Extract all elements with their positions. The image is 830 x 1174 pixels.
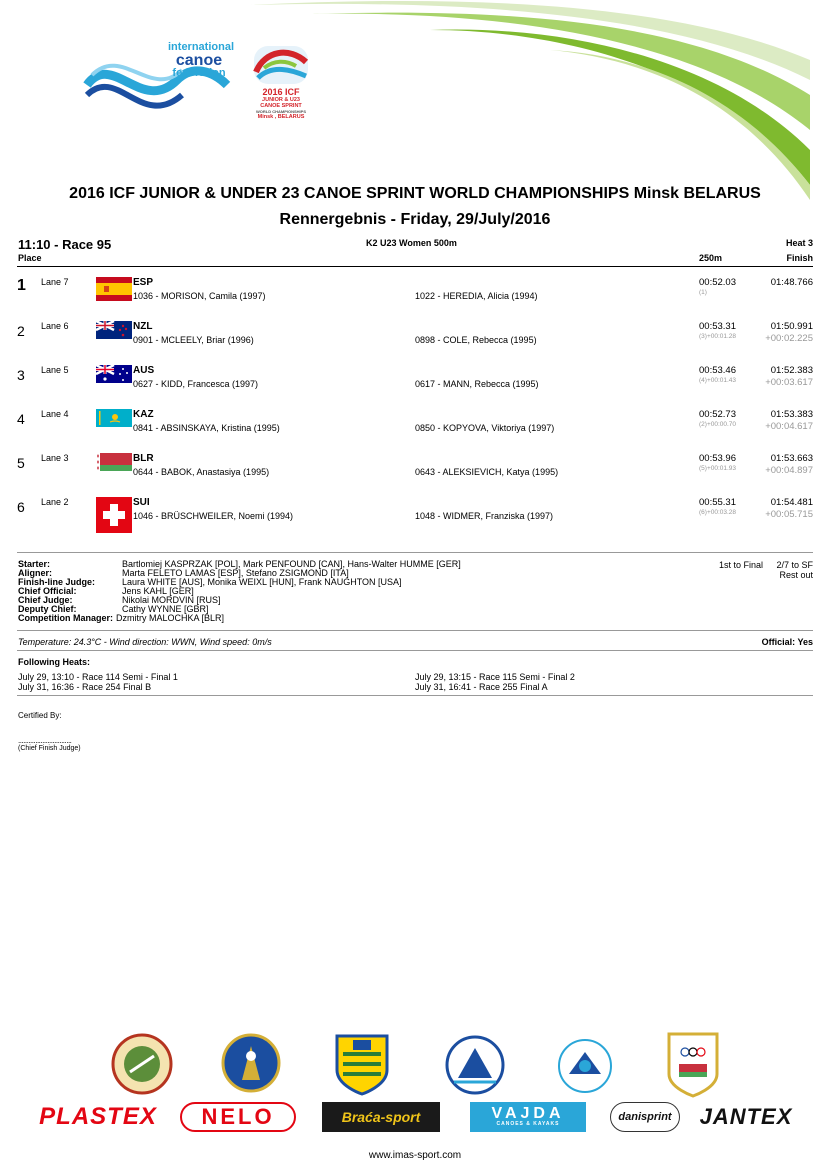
result-finish-time: 01:52.383 <box>770 365 813 376</box>
qualification-semifinal: 2/7 to SF <box>776 560 813 570</box>
result-behind: +00:05.715 <box>765 509 813 520</box>
header-swoosh-graphic <box>250 0 830 200</box>
result-place: 1 <box>17 277 26 294</box>
event-logo-line2: JUNIOR & U23 <box>262 97 300 103</box>
result-place: 2 <box>17 323 25 339</box>
sports-club-emblem-icon <box>110 1032 174 1096</box>
result-athlete-2: 0850 - KOPYOVA, Viktoriya (1997) <box>415 423 555 433</box>
result-row <box>0 453 830 497</box>
result-place: 3 <box>17 367 25 383</box>
qualification-rest: Rest out <box>779 570 813 580</box>
following-heats-title: Following Heats: <box>18 657 90 667</box>
result-split-time: 00:53.31 <box>699 321 736 332</box>
spain-flag-icon <box>96 277 132 301</box>
city-shield-emblem-icon <box>335 1030 389 1096</box>
header-divider <box>17 266 813 267</box>
switzerland-flag-icon <box>96 497 132 533</box>
event-logo-line5: Minsk , BELARUS <box>257 114 305 120</box>
official-deputy-chief: Deputy Chief: Cathy WYNNE [GBR] <box>18 604 209 614</box>
result-athlete-1: 0644 - BABOK, Anastasiya (1995) <box>133 467 270 477</box>
new-zealand-flag-icon <box>96 321 132 339</box>
qualification-final: 1st to Final <box>719 560 764 570</box>
official-aligner: Aligner: Marta FELETO LAMAS [ESP], Stefano ZSIGMOND [ITA] <box>18 568 349 578</box>
result-row <box>0 409 830 453</box>
ski-federation-emblem-icon <box>555 1036 615 1096</box>
result-athlete-2: 1022 - HEREDIA, Alicia (1994) <box>415 291 538 301</box>
result-lane: Lane 4 <box>41 409 69 419</box>
official-competition-manager: Competition Manager: Dzmitry MALOCHKA [BLR] <box>18 613 225 623</box>
result-row <box>0 497 830 541</box>
sponsor-vajda-name: VAJDA <box>491 1105 565 1122</box>
sponsor-jantex-logo: JANTEX <box>699 1104 793 1129</box>
icf-logo-line2: canoe <box>175 52 223 69</box>
result-noc: KAZ <box>133 409 154 420</box>
event-logo-text <box>250 88 312 120</box>
result-row <box>0 277 830 321</box>
official-chief-official: Chief Official: Jens KAHL [GER] <box>18 586 194 596</box>
result-noc: BLR <box>133 453 154 464</box>
footer-website: www.imas-sport.com <box>368 1150 462 1161</box>
result-behind: +00:04.897 <box>765 465 813 476</box>
chief-finish-judge-label: (Chief Finish Judge) <box>18 745 81 752</box>
result-finish-time: 01:53.663 <box>770 453 813 464</box>
result-behind: +00:04.617 <box>765 421 813 432</box>
event-logo-line4: WORLD CHAMPIONSHIPS <box>256 109 306 114</box>
result-split-rank: (4)+00:01.43 <box>699 377 737 384</box>
official-finish-line-judge: Finish-line Judge: Laura WHITE [AUS], Monika WEIXL [HUN], Frank NAUGHTON [USA] <box>18 577 402 587</box>
certified-by-label: Certified By: <box>18 711 62 720</box>
officials-divider <box>17 630 813 631</box>
event-logo-line3: CANOE SPRINT <box>260 103 302 109</box>
signature-line: ............................... <box>18 736 72 745</box>
result-athlete-2: 0898 - COLE, Rebecca (1995) <box>415 335 537 345</box>
result-row <box>0 321 830 365</box>
result-split-time: 00:52.73 <box>699 409 736 420</box>
result-lane: Lane 6 <box>41 321 69 331</box>
result-athlete-2: 0617 - MANN, Rebecca (1995) <box>415 379 539 389</box>
result-row <box>0 365 830 409</box>
result-split-time: 00:53.96 <box>699 453 736 464</box>
following-heat-item: July 29, 13:10 - Race 114 Semi - Final 1 <box>18 672 178 682</box>
icf-logo-text <box>168 41 235 79</box>
result-athlete-1: 1046 - BRÜSCHWEILER, Noemi (1994) <box>133 511 294 521</box>
official-starter: Starter: Bartlomiej KASPRZAK [POL], Mark PENFOUND [CAN], Hans-Walter HUMME [GER] <box>18 559 461 569</box>
result-split-time: 00:52.03 <box>699 277 736 288</box>
result-lane: Lane 7 <box>41 277 69 287</box>
result-split-rank: (6)+00:03.28 <box>699 509 737 516</box>
result-noc: SUI <box>133 497 150 508</box>
official-status: Official: Yes <box>761 637 813 647</box>
race-time-label: 11:10 - Race 95 <box>18 237 112 252</box>
column-header-finish: Finish <box>786 253 813 263</box>
result-finish-time: 01:48.766 <box>770 277 813 288</box>
result-split-rank: (2)+00:00.70 <box>699 421 737 428</box>
australia-flag-icon <box>96 365 132 383</box>
sponsor-vajda-logo <box>470 1102 586 1132</box>
icf-logo-line1: international <box>168 41 235 53</box>
result-split-rank: (1) <box>699 289 707 296</box>
sponsor-braca-sport-logo: Braća-sport <box>322 1102 440 1132</box>
result-place: 4 <box>17 411 25 427</box>
column-header-250m: 250m <box>699 253 723 263</box>
weather-info: Temperature: 24.3°C - Wind direction: WWN, Wind speed: 0m/s <box>18 637 272 647</box>
result-split-time: 00:53.46 <box>699 365 736 376</box>
result-athlete-2: 1048 - WIDMER, Franziska (1997) <box>415 511 554 521</box>
result-athlete-2: 0643 - ALEKSIEVICH, Katya (1995) <box>415 467 559 477</box>
event-name: K2 U23 Women 500m <box>366 238 457 248</box>
sponsor-vajda-subtitle: CANOES & KAYAKS <box>496 1121 560 1127</box>
sponsor-area <box>30 1028 800 1148</box>
icf-logo-line3: federation <box>172 67 226 79</box>
result-lane: Lane 3 <box>41 453 69 463</box>
olympic-committee-emblem-icon <box>665 1030 721 1098</box>
result-place: 6 <box>17 499 25 515</box>
event-logo-line1: 2016 ICF <box>262 87 300 97</box>
result-behind: +00:02.225 <box>765 333 813 344</box>
weather-divider <box>17 650 813 651</box>
heats-divider <box>17 695 813 696</box>
belarus-flag-icon <box>96 453 132 471</box>
result-split-time: 00:55.31 <box>699 497 736 508</box>
official-chief-judge: Chief Judge: Nikolai MORDVIN [RUS] <box>18 595 221 605</box>
result-lane: Lane 2 <box>41 497 69 507</box>
sponsor-plastex-logo: PLASTEX <box>39 1103 157 1130</box>
result-finish-time: 01:54.481 <box>770 497 813 508</box>
result-lane: Lane 5 <box>41 365 69 375</box>
following-heat-item: July 31, 16:41 - Race 255 Final A <box>415 682 548 692</box>
minsk-coat-of-arms-icon <box>220 1032 282 1094</box>
following-heat-item: July 31, 16:36 - Race 254 Final B <box>18 682 152 692</box>
result-finish-time: 01:50.991 <box>770 321 813 332</box>
column-header-place: Place <box>18 253 42 263</box>
result-athlete-1: 1036 - MORISON, Camila (1997) <box>133 291 266 301</box>
result-place: 5 <box>17 455 25 471</box>
page-title: 2016 ICF JUNIOR & UNDER 23 CANOE SPRINT WORLD CHAMPIONSHIPS Minsk BELARUS <box>69 185 761 202</box>
result-noc: AUS <box>133 365 155 376</box>
result-finish-time: 01:53.383 <box>770 409 813 420</box>
result-behind: +00:03.617 <box>765 377 813 388</box>
kazakhstan-flag-icon <box>96 409 132 427</box>
sponsor-danisprint-logo: danisprint <box>610 1102 680 1132</box>
results-divider <box>17 552 813 553</box>
result-split-rank: (5)+00:01.93 <box>699 465 737 472</box>
result-athlete-1: 0901 - MCLEELY, Briar (1996) <box>133 335 254 345</box>
sponsor-nelo-logo: NELO <box>180 1102 296 1132</box>
result-noc: ESP <box>133 277 154 288</box>
page-subtitle: Rennergebnis - Friday, 29/July/2016 <box>279 211 551 228</box>
following-heat-item: July 29, 13:15 - Race 115 Semi - Final 2 <box>415 672 575 682</box>
rowing-federation-emblem-icon <box>444 1034 506 1096</box>
result-noc: NZL <box>133 321 153 332</box>
result-athlete-1: 0627 - KIDD, Francesca (1997) <box>133 379 259 389</box>
result-athlete-1: 0841 - ABSINSKAYA, Kristina (1995) <box>133 423 280 433</box>
result-split-rank: (3)+00:01.28 <box>699 333 737 340</box>
heat-label: Heat 3 <box>785 238 813 248</box>
